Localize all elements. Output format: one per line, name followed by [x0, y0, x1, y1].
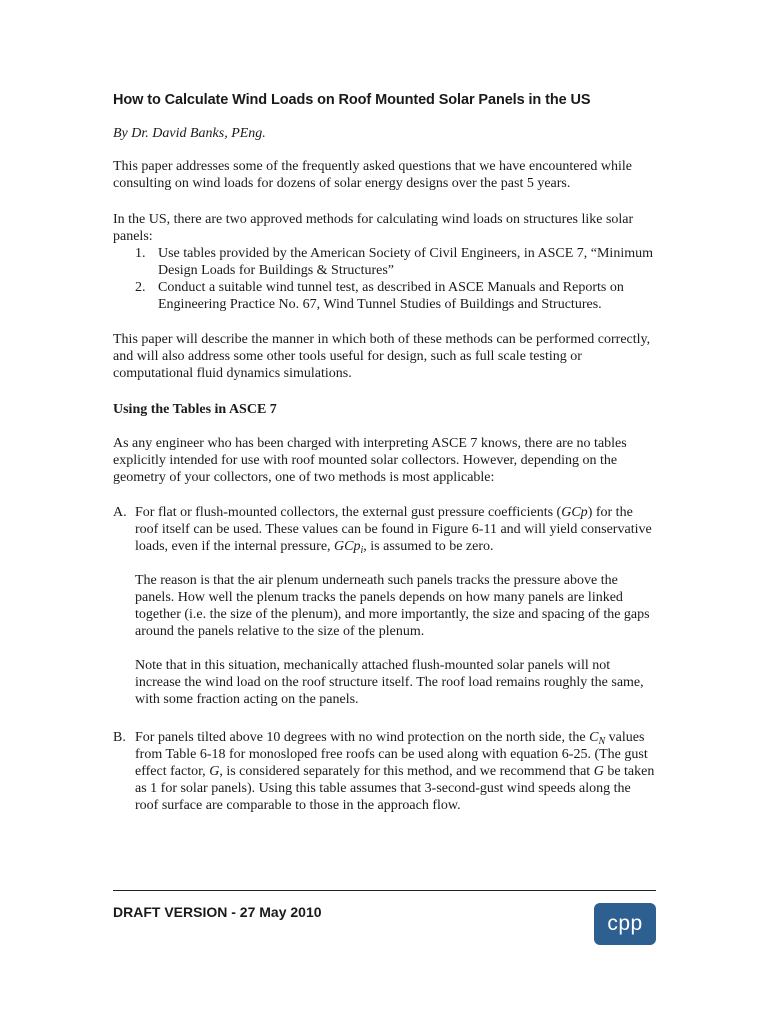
paragraph-gap	[135, 555, 657, 572]
text-run: be taken as 1 for solar panels). Using this table assumes that 3-second-gust wind speeds along the roof surface are comparable to those in the approach flow.	[135, 764, 655, 813]
methods-list	[113, 245, 658, 313]
text-run: ) for the roof itself can be used. These values can be found in Figure 6-11 and will yield conservative loads, even if the internal pressure,	[135, 505, 652, 554]
methods-intro-paragraph: In the US, there are two approved methods for calculating wind loads on structures like solar panels:	[113, 212, 634, 244]
symbol-g: G	[593, 764, 604, 779]
list-item-number: 1.	[135, 246, 146, 261]
item-body	[135, 504, 657, 708]
list-item-text: Conduct a suitable wind tunnel test, as described in ASCE Manuals and Reports on Engineering Practice No. 67, Wind Tunnel Studies of Buildings and Structures.	[158, 280, 624, 312]
document-title: How to Calculate Wind Loads on Roof Mounted Solar Panels in the US	[113, 92, 591, 108]
text-run: , is assumed to be zero.	[363, 539, 494, 554]
text-run: , is considered separately for this method, and we recommend that	[219, 764, 594, 779]
symbol-cn	[589, 730, 605, 745]
symbol-gcp: GCp	[561, 505, 588, 520]
list-item-text: Use tables provided by the American Society of Civil Engineers, in ASCE 7, “Minimum Design Loads for Buildings & Structures”	[158, 246, 653, 278]
draft-version-label: DRAFT VERSION - 27 May 2010	[113, 904, 322, 920]
text-run: For flat or flush-mounted collectors, the external gust pressure coefficients (	[135, 505, 562, 520]
item-a-paragraph-3: Note that in this situation, mechanically attached flush-mounted solar panels will not increase the wind load on the roof structure itself. The roof load remains roughly the same, with some fraction acting on the panels.	[135, 658, 644, 707]
methods-block	[113, 211, 658, 313]
section-heading: Using the Tables in ASCE 7	[113, 402, 277, 417]
intro-paragraph: This paper addresses some of the frequently asked questions that we have encountered while consulting on wind loads for dozens of solar energy designs over the past 5 years.	[113, 159, 632, 191]
list-item	[113, 279, 658, 313]
symbol-text: C	[589, 730, 599, 745]
text-run: For panels tilted above 10 degrees with no wind protection on the north side, the	[135, 730, 590, 745]
item-a-paragraph-2: The reason is that the air plenum underneath such panels tracks the pressure above the panels. How well the plenum tracks the panels depends on how many panels are linked together (i.e. the size of the plenum), and more importantly, the size and spacing of the gaps around the panels relative to the size of the plenum.	[135, 573, 650, 639]
symbol-gcpi	[334, 539, 363, 554]
item-letter: A.	[113, 505, 127, 520]
scope-paragraph: This paper will describe the manner in which both of these methods can be performed correctly, and will also address some other tools useful for design, such as full scale testing or computational fluid dynamics simulations.	[113, 332, 651, 381]
cpp-logo: cpp	[594, 903, 656, 945]
symbol-g: G	[209, 764, 220, 779]
item-letter: B.	[113, 730, 126, 745]
item-b-paragraph	[135, 729, 657, 814]
symbol-text: GCp	[334, 539, 361, 554]
author-byline: By Dr. David Banks, PEng.	[113, 126, 266, 141]
footer-divider	[113, 890, 656, 891]
item-a	[113, 504, 658, 708]
item-b	[113, 729, 658, 814]
symbol-subscript: N	[598, 736, 606, 747]
section-intro-paragraph: As any engineer who has been charged with interpreting ASCE 7 knows, there are no tables explicitly intended for use with roof mounted solar collectors. However, depending on the geometry of your collectors, one of two methods is most applicable:	[113, 436, 627, 485]
paragraph-gap	[135, 640, 657, 657]
text-run: values from Table 6-18 for monosloped free roofs can be used along with equation 6-25. (The gust effect factor,	[135, 730, 648, 779]
list-item	[113, 245, 658, 279]
symbol-subscript: i	[360, 545, 364, 556]
item-body	[135, 729, 657, 814]
list-item-number: 2.	[135, 280, 146, 295]
item-a-paragraph-1	[135, 504, 657, 555]
